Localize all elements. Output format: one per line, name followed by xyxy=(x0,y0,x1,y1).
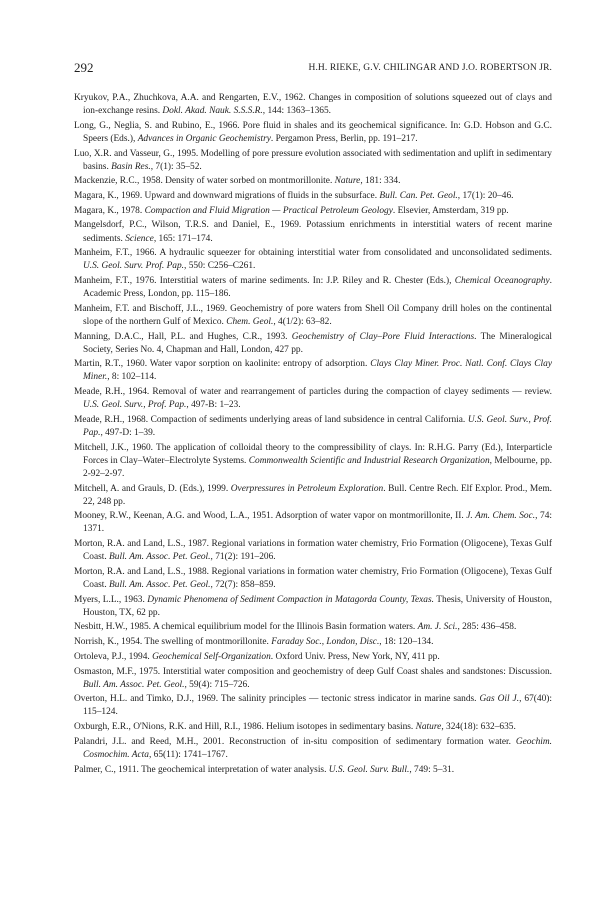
reference-citation: , 18: 120–134. xyxy=(379,637,434,648)
reference-text: Manheim, F.T. and Bischoff, J.L., 1969. Geochemistry of pore waters from Shell Oil Company drill holes on the continental slope of the northern Gulf of Mexico. xyxy=(74,303,552,327)
reference-source-title: U.S. Geol. Surv. Bull. xyxy=(328,764,410,775)
reference-citation: , 144: 1363–1365. xyxy=(262,106,331,117)
reference-text: Palandri, J.L. and Reed, M.H., 2001. Reconstruction of in-situ composition of sedimentary formation water. xyxy=(74,736,516,747)
reference-entry xyxy=(74,358,552,384)
reference-source-title: Bull. Am. Assoc. Pet. Geol. xyxy=(109,579,211,590)
reference-citation: . The Mineralogical Society, Series No. 4, Chapman and Hall, London, 427 pp. xyxy=(83,331,553,355)
reference-text: Meade, R.H., 1964. Removal of water and rearrangement of particles during the compaction of clayey sediments — review. xyxy=(74,387,552,398)
reference-citation: , 65(11): 1741–1767. xyxy=(148,749,228,760)
reference-entry xyxy=(74,736,552,762)
reference-citation: , Melbourne, pp. 2-92–2-97. xyxy=(83,455,552,479)
reference-source-title: Bull. Am. Assoc. Pet. Geol. xyxy=(83,679,185,690)
reference-entry xyxy=(74,764,552,777)
reference-citation: , 67(40): 115–124. xyxy=(83,694,552,718)
reference-entry xyxy=(74,594,552,620)
reference-citation: , 17(1): 20–46. xyxy=(457,191,514,202)
reference-entry xyxy=(74,120,552,146)
reference-text: Manheim, F.T., 1976. Interstitial waters of marine sediments. In: J.P. Riley and R. Chester (Eds.), xyxy=(74,275,455,286)
reference-citation: , 285: 436–458. xyxy=(457,622,517,633)
running-head: H.H. RIEKE, G.V. CHILINGAR AND J.O. ROBERTSON JR. xyxy=(308,63,552,73)
reference-citation: . Bull. Centre Rech. Elf Explor. Prod., Mem. 22, 248 pp. xyxy=(83,483,552,507)
reference-text: Mooney, R.W., Keenan, A.G. and Wood, L.A., 1951. Adsorption of water vapor on montmorillonite, II. xyxy=(74,511,467,522)
reference-entry xyxy=(74,247,552,273)
reference-text: Manheim, F.T., 1966. A hydraulic squeezer for obtaining interstitial water from consolidated and unconsolidated sediments. xyxy=(74,248,552,259)
reference-entry xyxy=(74,566,552,592)
reference-source-title: Clays Clay Miner. Proc. Natl. Conf. Clays Clay Miner. xyxy=(83,359,552,383)
reference-entry xyxy=(74,386,552,412)
reference-source-title: Bull. Can. Pet. Geol. xyxy=(379,191,458,202)
reference-entry xyxy=(74,693,552,719)
reference-text: Oxburgh, E.R., O'Nions, R.K. and Hill, R.I., 1986. Helium isotopes in sedimentary basins. xyxy=(74,722,416,733)
reference-text: Nesbitt, H.W., 1985. A chemical equilibrium model for the Illinois Basin formation waters. xyxy=(74,622,418,633)
reference-text: Myers, L.L., 1963. xyxy=(74,594,148,605)
reference-entry xyxy=(74,442,552,481)
reference-text: Manning, D.A.C., Hall, P.L. and Hughes, C.R., 1993. xyxy=(74,331,292,342)
reference-source-title: Overpressures in Petroleum Exploration xyxy=(230,483,384,494)
reference-text: Martin, R.T., 1960. Water vapor sorption on kaolinite: entropy of adsorption. xyxy=(74,359,371,370)
reference-citation: , 4(1/2): 63–82. xyxy=(273,316,332,327)
reference-entry xyxy=(74,148,552,174)
reference-source-title: Dokl. Akad. Nauk. S.S.S.R. xyxy=(162,106,263,117)
reference-source-title: Gas Oil J. xyxy=(479,694,520,705)
reference-source-title: U.S. Geol. Surv., Prof. Pap. xyxy=(83,414,552,438)
reference-text: Morton, R.A. and Land, L.S., 1988. Regional variations in formation water chemistry, Frio Formation (Oligocene), Texas Gulf Coast. xyxy=(74,566,552,590)
reference-text: Kryukov, P.A., Zhuchkova, A.A. and Rengarten, E.V., 1962. Changes in composition of solutions squeezed out of clays and ion-exchange resins. xyxy=(74,93,552,117)
reference-source-title: Faraday Soc., London, Disc. xyxy=(271,637,380,648)
reference-citation: , 324(18): 632–635. xyxy=(441,722,516,733)
reference-source-title: Nature xyxy=(415,722,442,733)
reference-source-title: Bull. Am. Assoc. Pet. Geol. xyxy=(109,552,211,563)
reference-entry xyxy=(74,303,552,329)
reference-entry xyxy=(74,275,552,301)
reference-entry xyxy=(74,92,552,118)
reference-citation: , 71(2): 191–206. xyxy=(210,552,276,563)
reference-source-title: J. Am. Chem. Soc. xyxy=(466,511,536,522)
reference-source-title: Geochemistry of Clay–Pore Fluid Interactions xyxy=(291,331,475,342)
reference-entry xyxy=(74,651,552,664)
page-number: 292 xyxy=(74,60,94,75)
reference-source-title: Am. J. Sci. xyxy=(417,622,458,633)
reference-source-title: Dynamic Phenomena of Sediment Compaction in Matagorda County, Texas. xyxy=(147,594,434,605)
reference-citation: , 59(4): 715–726. xyxy=(184,679,250,690)
reference-citation: , 74: 1371. xyxy=(83,511,552,535)
reference-text: Mangelsdorf, P.C., Wilson, T.R.S. and Daniel, E., 1969. Potassium enrichments in interstitial waters of recent marine sediments. xyxy=(74,220,552,244)
reference-text: Mitchell, A. and Grauls, D. (Eds.), 1999. xyxy=(74,483,231,494)
reference-list xyxy=(74,92,552,778)
reference-entry xyxy=(74,331,552,357)
reference-source-title: Basin Res. xyxy=(111,161,151,172)
reference-text: Palmer, C., 1911. The geochemical interpretation of water analysis. xyxy=(74,764,329,775)
reference-source-title: Advances in Organic Geochemistry xyxy=(137,133,271,144)
reference-citation: , 72(7): 858–859. xyxy=(210,579,276,590)
reference-entry xyxy=(74,414,552,440)
reference-source-title: Geochemical Self-Organization xyxy=(152,651,271,662)
reference-citation: . Academic Press, London, pp. 115–186. xyxy=(83,275,552,300)
reference-entry xyxy=(74,666,552,692)
reference-entry xyxy=(74,190,552,203)
reference-entry xyxy=(74,205,552,218)
reference-source-title: Commonwealth Scientific and Industrial Research Organization xyxy=(248,455,490,466)
reference-entry xyxy=(74,510,552,536)
reference-text: Magara, K., 1969. Upward and downward migrations of fluids in the subsurface. xyxy=(74,191,380,202)
reference-entry xyxy=(74,721,552,734)
reference-text: Meade, R.H., 1968. Compaction of sediments underlying areas of land subsidence in central California. xyxy=(74,414,468,425)
reference-source-title: Chem. Geol. xyxy=(226,316,274,327)
reference-entry xyxy=(74,636,552,649)
reference-text: Ortoleva, P.J., 1994. xyxy=(74,651,153,662)
reference-citation: Thesis, University of Houston, Houston, TX, 62 pp. xyxy=(83,594,552,618)
reference-entry xyxy=(74,538,552,564)
reference-citation: . Oxford Univ. Press, New York, NY, 411 pp. xyxy=(270,651,440,662)
reference-text: Norrish, K., 1954. The swelling of montmorillonite. xyxy=(74,637,272,648)
reference-text: Luo, X.R. and Vasseur, G., 1995. Modelling of pore pressure evolution associated with sedimentation and uplift in sedimentary basins. xyxy=(74,148,552,172)
reference-text: Magara, K., 1978. xyxy=(74,205,145,216)
reference-citation: , 497-B: 1–23. xyxy=(186,400,241,411)
reference-citation: , 165: 171–174. xyxy=(153,233,213,244)
reference-text: Morton, R.A. and Land, L.S., 1987. Regional variations in formation water chemistry, Frio Formation (Oligocene), Texas Gulf Coast. xyxy=(74,539,552,563)
reference-citation: , 181: 334. xyxy=(360,176,401,187)
reference-citation: . Pergamon Press, Berlin, pp. 191–217. xyxy=(270,133,418,144)
reference-source-title: Nature xyxy=(334,176,361,187)
reference-entry xyxy=(74,483,552,509)
reference-source-title: Geochim. Cosmochim. Acta xyxy=(83,736,552,760)
reference-text: Long, G., Neglia, S. and Rubino, E., 1966. Pore fluid in shales and its geochemical significance. In: G.D. Hobson and G.C. Speers (Eds.), xyxy=(74,120,552,144)
reference-citation: , 7(1): 35–52. xyxy=(150,161,202,172)
reference-text: Osmaston, M.F., 1975. Interstitial water composition and geochemistry of deep Gulf Coast shales and sandstones: Discussion. xyxy=(74,666,552,677)
reference-text: Overton, H.L. and Timko, D.J., 1969. The salinity principles — tectonic stress indicator in marine sands. xyxy=(74,694,480,705)
reference-text: Mackenzie, R.C., 1958. Density of water sorbed on montmorillonite. xyxy=(74,176,335,187)
reference-text: Mitchell, J.K., 1960. The application of colloidal theory to the compressibility of clays. In: R.H.G. Parry (Ed.), Interparticle Forces in Clay–Water–Electrolyte Systems. xyxy=(74,442,552,466)
reference-source-title: Compaction and Fluid Migration — Practical Petroleum Geology xyxy=(144,205,393,216)
reference-citation: , 550: C256–C261. xyxy=(184,261,256,272)
reference-citation: , 749: 5–31. xyxy=(409,764,455,775)
page-header xyxy=(74,60,552,76)
reference-entry xyxy=(74,175,552,188)
reference-citation: , 8: 102–114. xyxy=(107,372,157,383)
reference-source-title: U.S. Geol. Surv. Prof. Pap. xyxy=(83,261,185,272)
reference-source-title: Chemical Oceanography xyxy=(454,275,550,286)
reference-entry xyxy=(74,219,552,245)
reference-entry xyxy=(74,621,552,634)
reference-citation: , 497-D: 1–39. xyxy=(100,427,156,438)
reference-source-title: U.S. Geol. Surv., Prof. Pap. xyxy=(83,400,187,411)
reference-source-title: Science xyxy=(125,233,154,244)
reference-citation: . Elsevier, Amsterdam, 319 pp. xyxy=(392,205,509,216)
